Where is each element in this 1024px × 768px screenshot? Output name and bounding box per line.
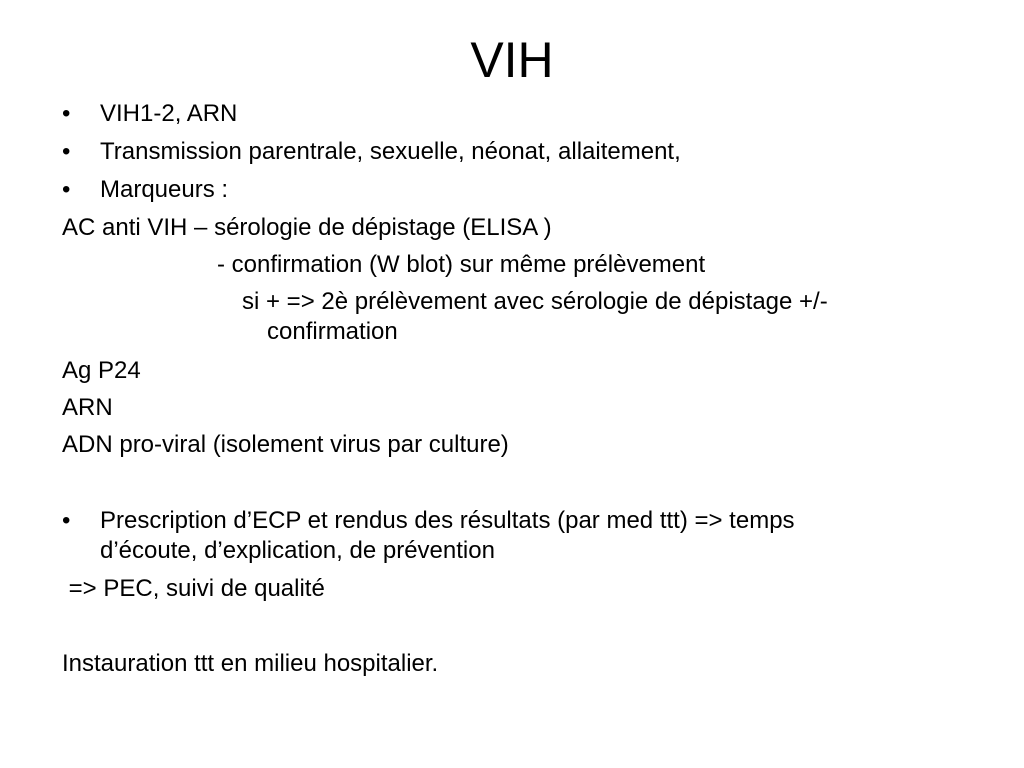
marker-arn: ARN bbox=[62, 394, 113, 421]
marker-ac-line: AC anti VIH – sérologie de dépistage (ELISA ) bbox=[62, 214, 552, 241]
bullet-marker: • bbox=[62, 176, 71, 203]
bullet-transmission: Transmission parentrale, sexuelle, néonat, allaitement, bbox=[100, 138, 681, 165]
bullet-marker: • bbox=[62, 138, 71, 165]
bullet-vih-types: VIH1-2, ARN bbox=[100, 100, 238, 127]
slide-title: VIH bbox=[470, 32, 554, 88]
prescription-line-2: d’écoute, d’explication, de prévention bbox=[100, 537, 495, 564]
marker-ag-p24: Ag P24 bbox=[62, 357, 141, 384]
bullet-marker: • bbox=[62, 507, 71, 534]
bullet-marker: • bbox=[62, 100, 71, 127]
prescription-line-1: Prescription d’ECP et rendus des résultats (par med ttt) => temps bbox=[100, 507, 795, 534]
pec-line: => PEC, suivi de qualité bbox=[62, 575, 325, 602]
bullet-marqueurs: Marqueurs : bbox=[100, 176, 229, 203]
closing-line: Instauration ttt en milieu hospitalier. bbox=[62, 650, 439, 677]
marker-si-line-2: confirmation bbox=[267, 318, 398, 345]
marker-adn: ADN pro-viral (isolement virus par culture) bbox=[62, 431, 509, 458]
marker-si-line-1: si + => 2è prélèvement avec sérologie de dépistage +/- bbox=[242, 288, 828, 315]
marker-confirmation: - confirmation (W blot) sur même prélèvement bbox=[217, 251, 706, 278]
